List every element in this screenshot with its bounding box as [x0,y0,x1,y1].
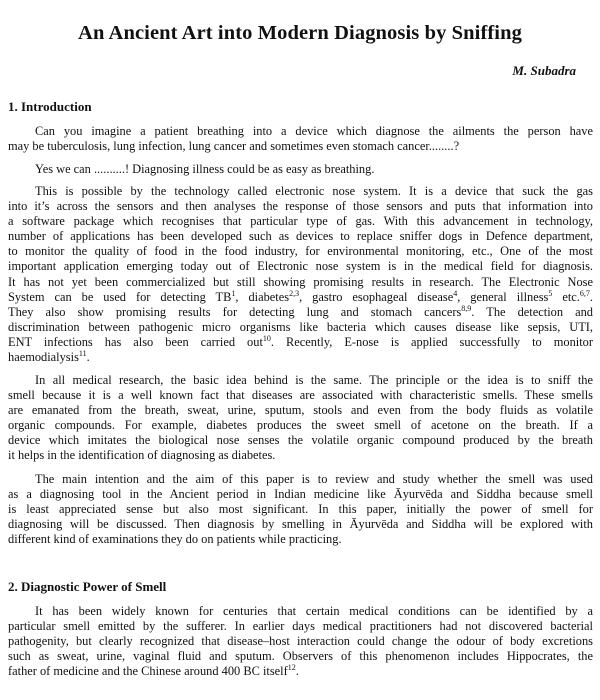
text-line [8,664,593,679]
text-line: device which imitates the biological nose senses the volatile organic compound produced by the breath [8,433,593,448]
text-line: may be tuberculosis, lung infection, lung cancer and sometimes even stomach cancer........? [8,139,460,154]
text-line: organic compounds. For example, diabetes produces the sweet smell of acetone on the breath. If a [8,418,593,433]
text-run: , general illness [457,289,549,304]
text-line: it helps in the identification of diagnosing as diabetes. [8,448,276,463]
paragraph-2 [8,162,593,177]
text-line: to monitor the quality of food in the food industry, for environmental monitoring, etc., One of the most [8,244,593,259]
paragraph-4 [8,373,593,464]
text-line: discrimination between pathogenic micro organisms like bacteria which causes disease like sepsis, UTI, [8,319,593,334]
paragraph-1 [8,124,593,154]
text-line: The main intention and the aim of this paper is to review and study whether the smell was used [35,472,593,486]
text-run: . [295,664,299,679]
text-line: Can you imagine a patient breathing into a device which diagnose the ailments the person have [35,124,593,138]
paragraph-5 [8,472,593,547]
author-name: M. Subadra [512,63,576,78]
text-line: diagnosing will be discussed. Then diagnosis by smelling in Āyurvēda and Siddha will be explored with [8,517,593,532]
citation-ref: 6,7 [579,289,590,298]
text-line: Yes we can ..........! Diagnosing illness could be as easy as breathing. [35,162,375,176]
text-line: such as sweat, urine, vaginal fluid and sputum. Observers of this phenomenon includes Hippocrates, the [8,649,593,664]
text-run: father of medicine and the Chinese around 400 BC itself [8,664,288,679]
paragraph-3 [8,184,593,365]
text-line: important application emerging today out of Electronic nose system is in the medical field for diagnosis. [8,259,593,274]
citation-ref: 1 [231,289,236,298]
text-line: different kind of examinations they do on patients while practicing. [8,532,342,547]
text-run: . [589,289,593,304]
text-line: are emanated from the breath, sweat, urine, sputum, stools and even from the body fluids as volatile [8,403,593,418]
citation-ref: 4 [453,289,458,298]
text-line: is least appreciated sense but also most significant. In this paper, initially the power of smell for [8,502,593,517]
text-line [8,305,593,320]
text-line [8,290,593,305]
text-line: This is possible by the technology called electronic nose system. It is a device that suck the gas [35,184,593,198]
text-line: as a diagnosing tool in the Ancient period in Indian medicine like Āyurvēda and Siddha because smell [8,487,593,502]
text-run: etc. [552,289,580,304]
text-line: number of applications has been developed such as devices to replace sniffer dogs in Defence department, [8,229,593,244]
citation-ref: 10 [262,334,271,343]
text-line: a software package which recognises that particular type of gas. With this advancement in technology, [8,214,593,229]
text-run: System can be used for detecting TB [8,289,232,304]
text-line: pathogenity, but clearly recognized that disease–host interaction could change the odour of body excretions [8,634,593,649]
text-run: . [86,350,90,365]
text-run: They also show promising results for detecting lung and stomach cancers [8,304,462,319]
text-run: haemodialysis [8,350,79,365]
citation-ref: 5 [548,289,553,298]
text-line: smell because it is a well known fact that diseases are associated with characteristic smells. These smells [8,388,593,403]
citation-ref: 11 [78,350,87,359]
text-run: , gastro esophageal disease [299,289,454,304]
text-run: . Recently, E-nose is applied successfully to monitor [270,334,593,349]
text-line: into it’s across the sensors and then analyses the response of those sensors and puts that information into [8,199,593,214]
text-run: , diabetes [235,289,290,304]
section-heading-introduction: 1. Introduction [8,99,92,114]
paragraph-6 [8,604,593,679]
paper-title: An Ancient Art into Modern Diagnosis by Sniffing [78,22,522,44]
text-line: It has been widely known for centuries that certain medical conditions can be identified by a [35,604,593,618]
text-line [8,335,593,350]
text-line: It has not yet been commercialized but still showing promising results in research. The Electronic Nose [8,274,593,289]
citation-ref: 2,3 [289,289,300,298]
text-run: . The detection and [471,304,593,319]
citation-ref: 8,9 [461,304,472,313]
text-line: particular smell emitted by the sufferer. In earlier days medical practitioners had not discovered bacterial [8,619,593,634]
citation-ref: 12 [287,664,296,673]
section-heading-diagnostic-power: 2. Diagnostic Power of Smell [8,579,167,594]
text-line [8,350,593,365]
text-line: In all medical research, the basic idea behind is the same. The principle or the idea is to sniff the [35,373,593,387]
text-run: ENT infections has also been carried out [8,334,263,349]
